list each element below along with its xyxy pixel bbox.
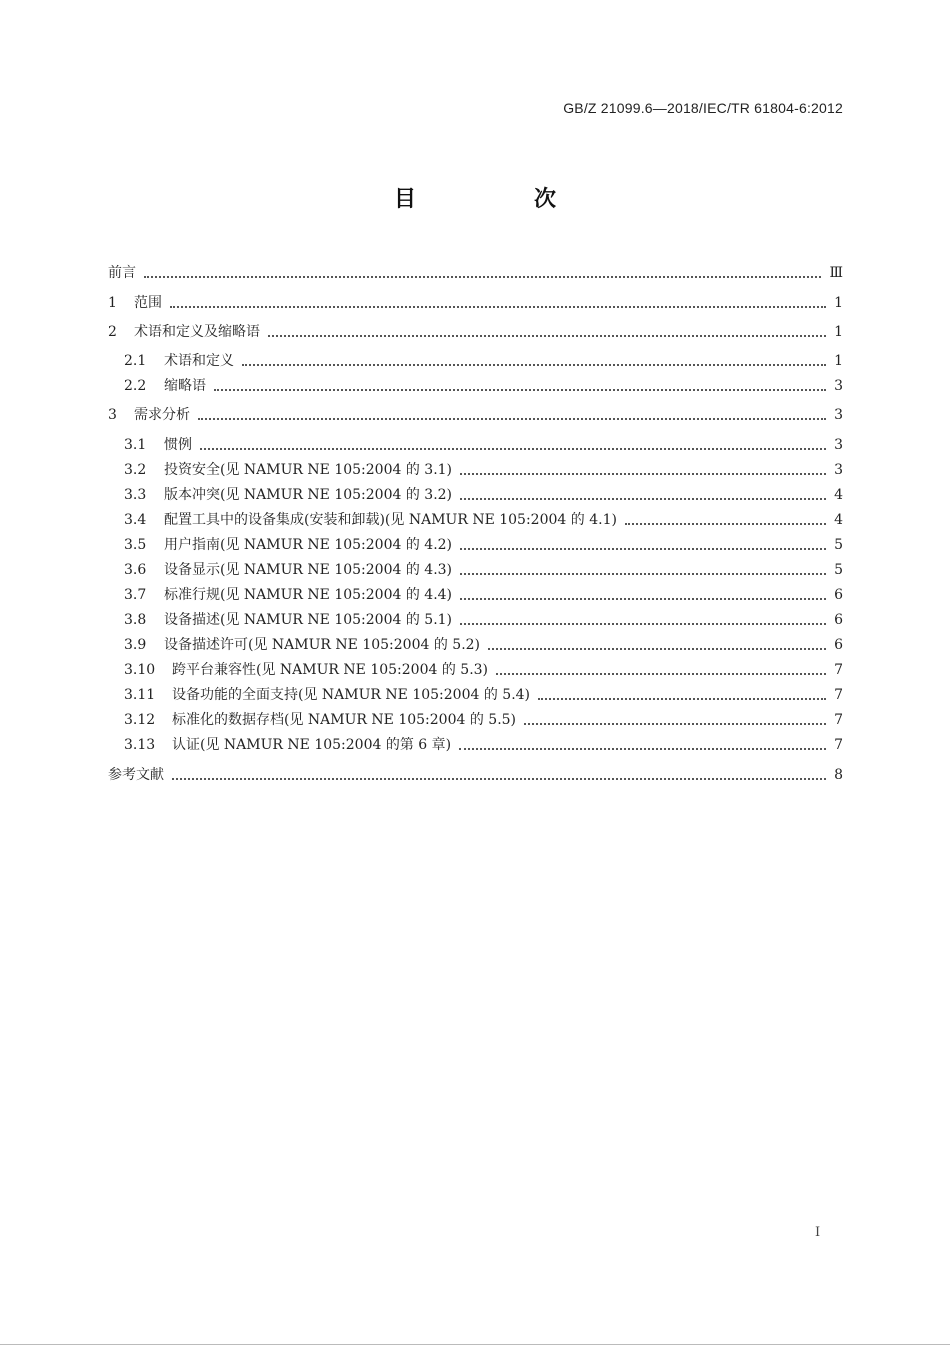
toc-entry-number: 3.9: [124, 637, 147, 653]
leader-dots: [460, 573, 826, 575]
leader-dots: [459, 748, 826, 750]
toc-entry-text: 配置工具中的设备集成(安装和卸载)(见 NAMUR NE 105:2004 的 4.1): [164, 512, 617, 528]
toc-page-number: 1: [834, 324, 843, 340]
toc-page-number: 1: [834, 295, 843, 311]
toc-page-number: 1: [834, 353, 843, 369]
toc-entry-3-6[interactable]: [108, 559, 843, 579]
leader-dots: [460, 598, 826, 600]
toc-page-number: 3: [834, 407, 843, 423]
toc-entry-number: 3.7: [124, 587, 147, 603]
toc-entry-3-5[interactable]: [108, 534, 843, 554]
toc-entry-text: 跨平台兼容性(见 NAMUR NE 105:2004 的 5.3): [172, 662, 489, 678]
toc-page-number: 4: [834, 512, 843, 528]
toc-entry-2-1[interactable]: [108, 350, 843, 370]
toc-title: 目 次: [393, 187, 604, 212]
toc-entry-number: 3.5: [124, 537, 147, 553]
toc-entry-text: 标准化的数据存档(见 NAMUR NE 105:2004 的 5.5): [172, 712, 517, 728]
toc-entry-text: 版本冲突(见 NAMUR NE 105:2004 的 3.2): [164, 487, 453, 503]
toc-entry-number: 2: [108, 324, 117, 340]
toc-page-number: 4: [834, 487, 843, 503]
standard-code: GB/Z 21099.6—2018/IEC/TR 61804-6:2012: [563, 100, 843, 116]
toc-entry-number: 3.8: [124, 612, 147, 628]
leader-dots: [170, 306, 826, 308]
toc-entry-3-4[interactable]: [108, 509, 843, 529]
toc-entry-number: 3.3: [124, 487, 147, 503]
toc-entry-3-9[interactable]: [108, 634, 843, 654]
toc-page-number: 3: [834, 437, 843, 453]
toc-entry-2-2[interactable]: [108, 375, 843, 395]
toc-entry-2[interactable]: [108, 321, 843, 341]
toc-entry-1[interactable]: [108, 292, 843, 312]
toc-page-number: 3: [834, 378, 843, 394]
toc-entry-3-11[interactable]: [108, 684, 843, 704]
leader-dots: [144, 276, 821, 278]
toc-entry-text: 投资安全(见 NAMUR NE 105:2004 的 3.1): [164, 462, 453, 478]
toc-entry-text: 需求分析: [134, 407, 190, 423]
leader-dots: [488, 648, 826, 650]
toc-entry-text: 标准行规(见 NAMUR NE 105:2004 的 4.4): [164, 587, 453, 603]
toc-entry-number: 3.12: [124, 712, 156, 728]
toc-entry-3-7[interactable]: [108, 584, 843, 604]
toc-entry-number: 3.4: [124, 512, 147, 528]
toc-entry-number: 2.1: [124, 353, 147, 369]
leader-dots: [268, 335, 826, 337]
toc-page-number: 7: [834, 687, 843, 703]
toc-entry-3-3[interactable]: [108, 484, 843, 504]
toc-entry-number: 2.2: [124, 378, 147, 394]
toc-entry-number: 3: [108, 407, 117, 423]
leader-dots: [242, 364, 826, 366]
toc-entry-3-8[interactable]: [108, 609, 843, 629]
page-number: I: [815, 1225, 821, 1240]
toc-page-number: 7: [834, 662, 843, 678]
toc-page-number: 7: [834, 712, 843, 728]
leader-dots: [524, 723, 826, 725]
toc-entry-3-10[interactable]: [108, 659, 843, 679]
toc-entry-text: 术语和定义及缩略语: [134, 324, 260, 340]
toc-entry-text: 认证(见 NAMUR NE 105:2004 的第 6 章): [172, 737, 452, 753]
toc-entry-text: 用户指南(见 NAMUR NE 105:2004 的 4.2): [164, 537, 453, 553]
toc-page-number: 5: [834, 537, 843, 553]
leader-dots: [538, 698, 826, 700]
toc-entry-text: 设备描述(见 NAMUR NE 105:2004 的 5.1): [164, 612, 453, 628]
leader-dots: [214, 389, 826, 391]
toc-entry-3-13[interactable]: [108, 734, 843, 754]
leader-dots: [625, 523, 826, 525]
leader-dots: [198, 418, 826, 420]
toc-entry-text: 设备描述许可(见 NAMUR NE 105:2004 的 5.2): [164, 637, 481, 653]
toc-entry-number: 3.1: [124, 437, 147, 453]
toc-entry-number: 3.11: [124, 687, 156, 703]
toc-page-number: 6: [834, 612, 843, 628]
toc-entry-3-12[interactable]: [108, 709, 843, 729]
toc-entry-text: 惯例: [164, 437, 192, 453]
toc-entry-number: 3.2: [124, 462, 147, 478]
toc-entry-text: 范围: [134, 295, 162, 311]
toc-entry-text: 缩略语: [164, 378, 206, 394]
leader-dots: [200, 448, 826, 450]
leader-dots: [496, 673, 826, 675]
toc-entry-number: 1: [108, 295, 117, 311]
toc-entry-foreword[interactable]: [108, 262, 843, 282]
toc-entry-bibliography[interactable]: [108, 764, 843, 784]
leader-dots: [460, 548, 826, 550]
toc-page-number: 6: [834, 637, 843, 653]
toc-page-number: Ⅲ: [829, 265, 843, 281]
leader-dots: [460, 498, 826, 500]
toc-entry-3[interactable]: [108, 404, 843, 424]
toc-entry-number: 3.6: [124, 562, 147, 578]
toc-entry-number: 3.10: [124, 662, 156, 678]
toc-entry-text: 参考文献: [108, 767, 164, 783]
toc-page-number: 3: [834, 462, 843, 478]
toc-entry-number: 3.13: [124, 737, 156, 753]
toc-page-number: 6: [834, 587, 843, 603]
toc-entry-text: 前言: [108, 265, 136, 281]
leader-dots: [460, 623, 826, 625]
toc-entry-text: 设备显示(见 NAMUR NE 105:2004 的 4.3): [164, 562, 453, 578]
toc-entry-text: 术语和定义: [164, 353, 234, 369]
toc-entry-3-2[interactable]: [108, 459, 843, 479]
toc-page-number: 5: [834, 562, 843, 578]
toc-entry-3-1[interactable]: [108, 434, 843, 454]
leader-dots: [172, 778, 826, 780]
table-of-contents: [108, 0, 843, 1345]
toc-page-number: 7: [834, 737, 843, 753]
toc-entry-text: 设备功能的全面支持(见 NAMUR NE 105:2004 的 5.4): [172, 687, 531, 703]
leader-dots: [460, 473, 826, 475]
toc-page-number: 8: [834, 767, 843, 783]
